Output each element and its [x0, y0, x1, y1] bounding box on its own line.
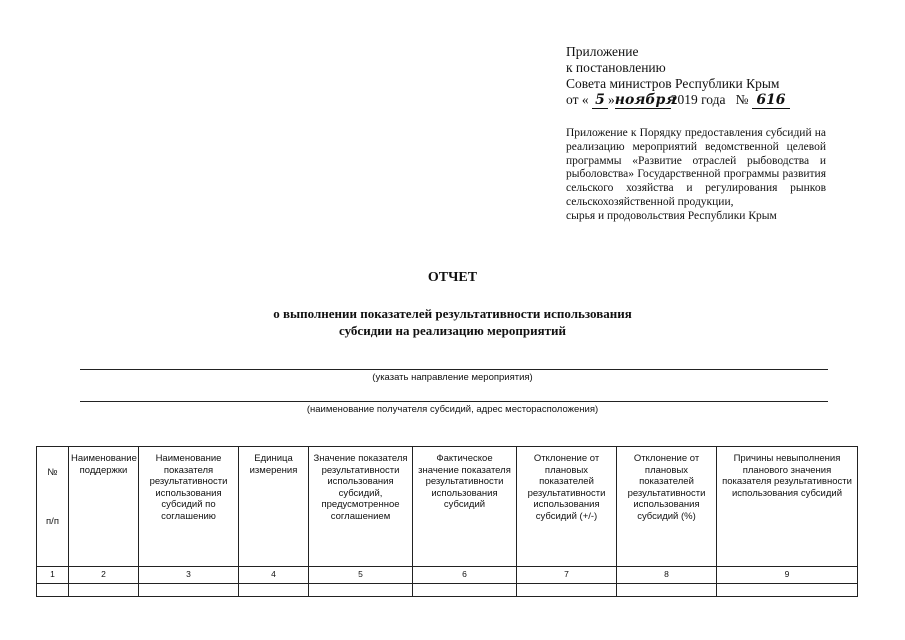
column-number-cell: 1 — [37, 567, 69, 584]
empty-cell — [413, 584, 517, 597]
annex-text: Приложение к Порядку предоставления субсидий на реализацию мероприятий ведомственной целевой программы «Развитие отраслей рыбоводства и рыболовства» Государственной программы развития сельского хозяйства и регулирования рынков сельскохозяйственной продукции, — [566, 127, 826, 208]
empty-cell — [37, 584, 69, 597]
direction-fill-line — [80, 369, 828, 370]
column-number-cell: 2 — [69, 567, 139, 584]
column-number-cell: 8 — [617, 567, 717, 584]
header-unit: Единица измерения — [239, 447, 309, 567]
header-number — [37, 447, 69, 567]
report-subtitle — [0, 305, 905, 339]
direction-caption: (указать направление мероприятия) — [372, 372, 533, 383]
empty-cell — [617, 584, 717, 597]
document-number: 616 — [752, 92, 790, 109]
date-mid: » — [607, 92, 615, 107]
report-subtitle-line-1: о выполнении показателей результативности использования — [273, 306, 632, 321]
report-table — [36, 446, 858, 597]
annex-paragraph — [566, 127, 826, 224]
header-number-bottom: п/п — [46, 515, 59, 527]
report-subtitle-line-2: субсидии на реализацию мероприятий — [339, 323, 566, 338]
number-prefix: № — [735, 92, 749, 107]
approval-block — [566, 44, 886, 109]
header-reasons: Причины невыполнения планового значения показателя результативности использования субсидий — [717, 447, 858, 567]
empty-cell — [309, 584, 413, 597]
date-prefix: от « — [566, 92, 589, 107]
approval-line-2: к постановлению — [566, 60, 666, 75]
column-number-cell: 7 — [517, 567, 617, 584]
column-number-cell: 3 — [139, 567, 239, 584]
recipient-caption: (наименование получателя субсидий, адрес месторасположения) — [306, 404, 599, 415]
table-number-row — [37, 567, 858, 584]
approval-date-line — [566, 92, 886, 109]
column-number-cell: 5 — [309, 567, 413, 584]
empty-cell — [239, 584, 309, 597]
header-number-top: № — [47, 467, 58, 478]
header-actual-value: Фактическое значение показателя результативности использования субсидий — [413, 447, 517, 567]
empty-cell — [69, 584, 139, 597]
empty-cell — [517, 584, 617, 597]
empty-cell — [717, 584, 858, 597]
header-indicator-name: Наименование показателя результативности использования субсидий по соглашению — [139, 447, 239, 567]
header-deviation-pct: Отклонение от плановых показателей результативности использования субсидий (%) — [617, 447, 717, 567]
approval-line-1: Приложение — [566, 44, 639, 59]
header-planned-value: Значение показателя результативности использования субсидий, предусмотренное соглашением — [309, 447, 413, 567]
column-number-cell: 4 — [239, 567, 309, 584]
date-day: 5 — [592, 92, 608, 109]
column-number-cell: 9 — [717, 567, 858, 584]
header-deviation-abs: Отклонение от плановых показателей результативности использования субсидий (+/-) — [517, 447, 617, 567]
empty-cell — [139, 584, 239, 597]
table-empty-row — [37, 584, 858, 597]
column-number-cell: 6 — [413, 567, 517, 584]
annex-last-line: сырья и продовольствия Республики Крым — [566, 209, 777, 222]
recipient-fill-line — [80, 401, 828, 402]
date-year: 2019 года — [670, 92, 726, 107]
table-header-row — [37, 447, 858, 567]
approval-line-3: Совета министров Республики Крым — [566, 76, 780, 91]
date-month: ноября — [614, 92, 677, 108]
report-heading: ОТЧЕТ — [427, 270, 478, 285]
header-support-name: Наименование поддержки — [69, 447, 139, 567]
